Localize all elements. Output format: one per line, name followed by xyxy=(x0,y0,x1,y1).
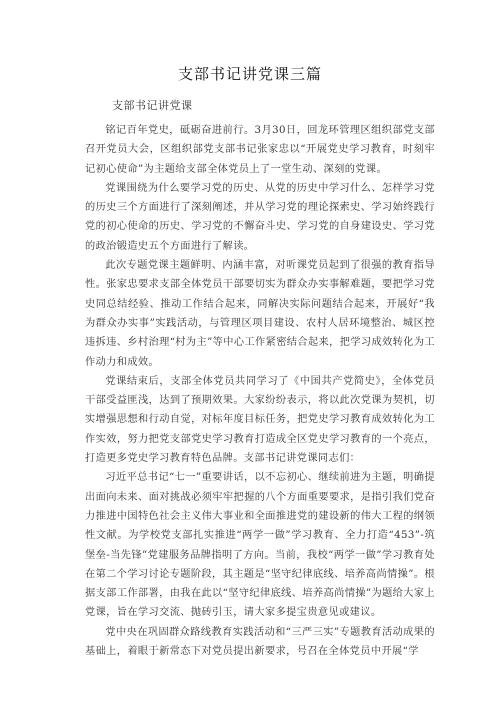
paragraph-1: 铭记百年党史，砥砺奋进前行。3月30日，回龙环管理区组织部党支部召开党员大会，区组织部党支部书记张家忠以“开展党史学习教育，时刻牢记初心使命”为主题给支部全体党员上了一堂生动、深刻的党课。 xyxy=(85,125,435,175)
document-body xyxy=(85,121,435,661)
paragraph-6: 党中央在巩固群众路线教育实践活动和“三严三实”专题教育活动成果的基础上，着眼于新常态下对党员提出新要求，号召在全体党员中开展“学 xyxy=(85,626,435,658)
paragraph-3: 此次专题党课主题鲜明、内涵丰富，对听课党员起到了很强的教育指导性。张家忠要求支部全体党员干部要切实为群众办实事解难题，要把学习党史同总结经验、推动工作结合起来，同解决实际问题结合起来，开展好“我为群众办实事”实践活动，与管理区项目建设、农村人居环境整治、城区控违拆违、乡村治理“村为主”等中心工作紧密结合起来，把学习成效转化为工作动力和成效。 xyxy=(85,260,436,368)
paragraph-4: 党课结束后，支部全体党员共同学习了《中国共产党简史》，全体党员干部受益匪浅，达到了预期效果。大家纷纷表示，将以此次党课为契机，切实增强思想和行动自觉，对标年度目标任务，把党史学习教育成效转化为工作实效，努力把党支部党史学习教育打造成全区党史学习教育的一个亮点，打造更多党史学习教育特色品牌。支部书记讲党课同志们： xyxy=(85,375,435,465)
paragraph-2: 党课围绕为什么要学习党的历史、从党的历史中学习什么、怎样学习党的历史三个方面进行了深刻阐述，并从学习党的理论探索史、学习始终践行党的初心使命的历史、学习党的不懈奋斗史、学习党的自身建设史、学习党的政治锻造史五个方面进行了解读。 xyxy=(85,182,435,252)
document-subtitle: 支部书记讲党课 xyxy=(112,99,193,112)
paragraph-5: 习近平总书记“七一”重要讲话，以不忘初心、继续前进为主题，明确提出面向未来、面对挑战必须牢牢把握的八个方面重要要求，是指引我们党奋力推进中国特色社会主义伟大事业和全面推进党的建设新的伟大工程的纲领性文献。为学校党支部扎实推进“两学一做”学习教育、全力打造“453”-筑堡垒-当先锋”党建服务品牌指明了方向。当前，我校“两学一做”学习教育处在第二个学习讨论专题阶段，其主题是“坚守纪律底线、培养高尚情操”。根据支部工作部署，由我在此以“坚守纪律底线、培养高尚情操”为题给大家上党课，旨在学习交流、抛砖引玉，请大家多提宝贵意见或建议。 xyxy=(85,472,436,619)
document-title: 支部书记讲党课三篇 xyxy=(177,65,322,83)
